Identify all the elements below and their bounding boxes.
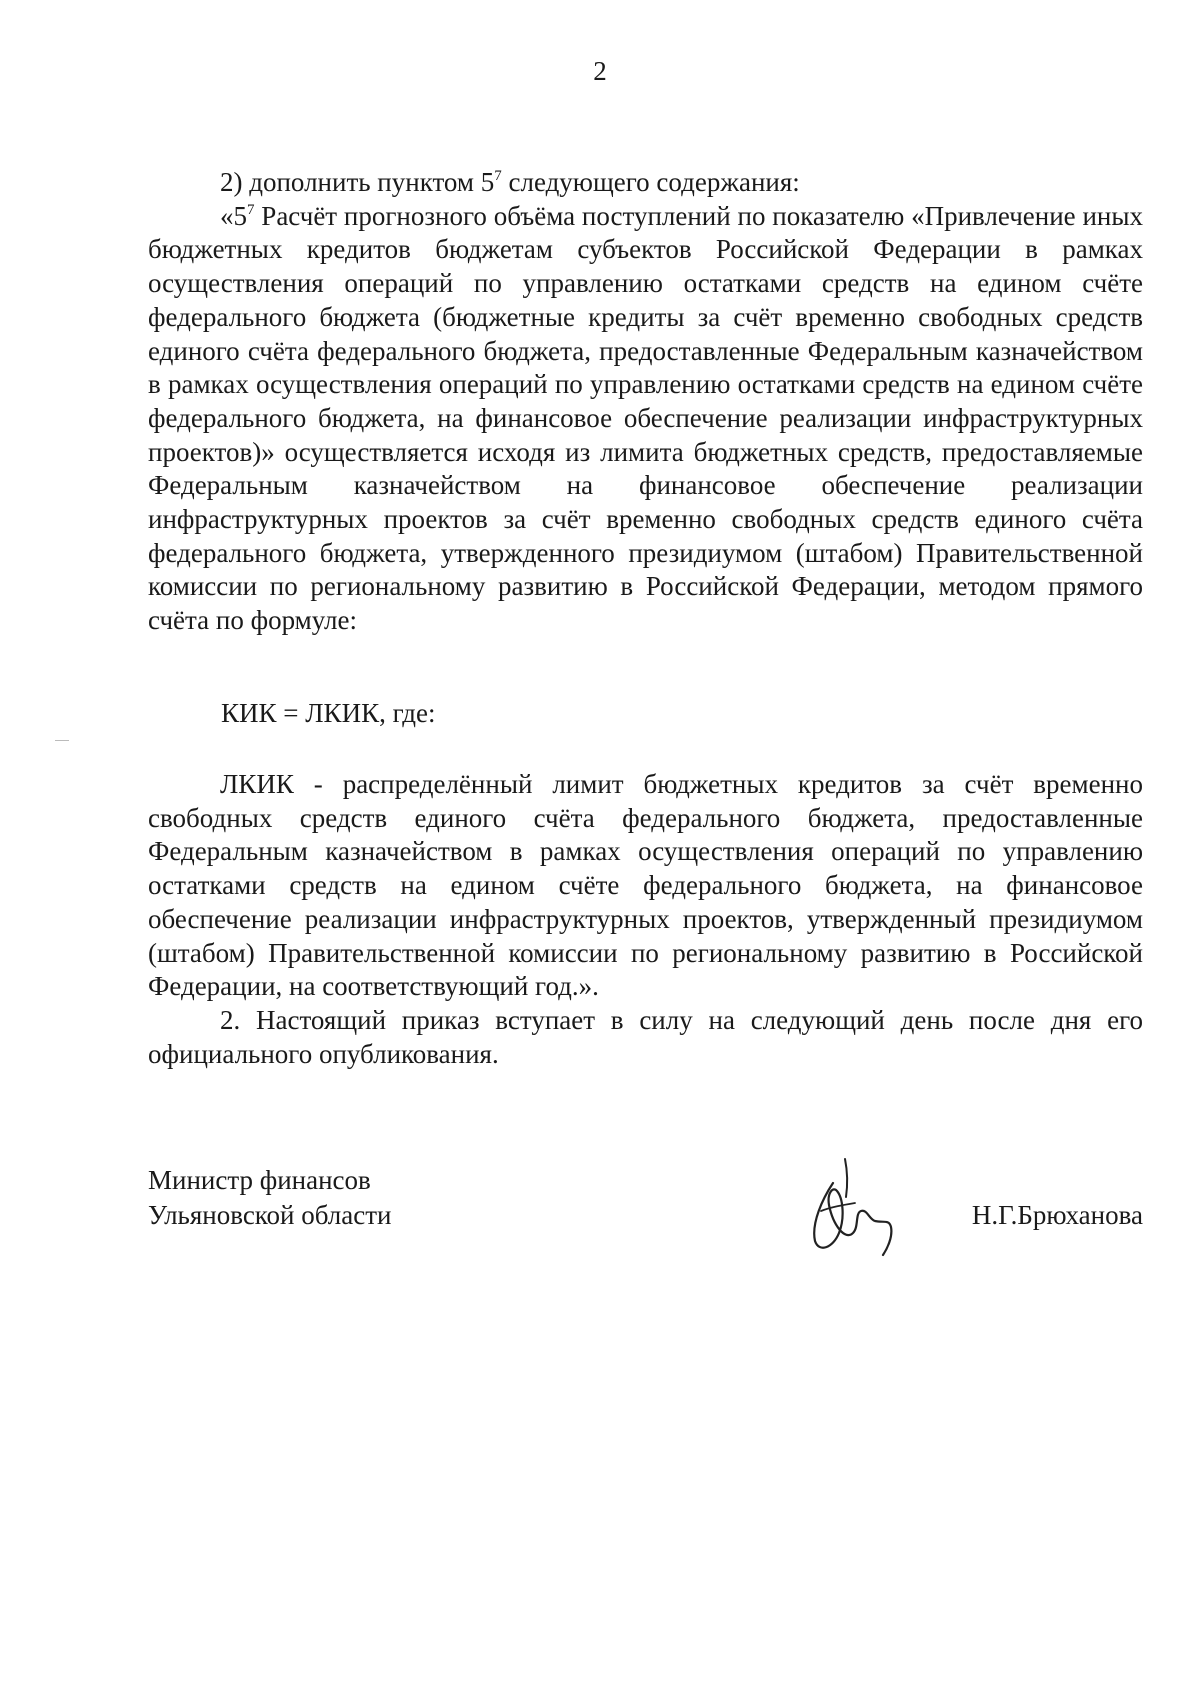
- amendment-block: [148, 166, 1143, 638]
- definition-paragraph: ЛКИК - распределённый лимит бюджетных кредитов за счёт временно свободных средств единого счёта федерального бюджета, предоставленные Федеральным казначейством в рамках осуществления операций по управлению остатками средств на едином счёте федерального бюджета, на финансовое обеспечение реализации инфраструктурных проектов, утвержденный президиумом (штабом) Правительственной комиссии по региональному развитию в Российской Федерации, на соответствующий год.».: [148, 769, 1143, 1002]
- formula-block: [148, 697, 1143, 731]
- item-intro-text: 2) дополнить пунктом 5: [220, 167, 495, 197]
- item-intro-tail: следующего содержания:: [501, 167, 800, 197]
- clause-open: «5: [220, 200, 247, 231]
- signatory-title-line-2: Ульяновской области: [148, 1200, 392, 1230]
- signatory-title: [148, 1163, 392, 1233]
- clause-superscript: 7: [247, 201, 255, 218]
- item-intro-paragraph: [148, 166, 1143, 200]
- margin-mark: [55, 740, 69, 741]
- handwritten-signature: [793, 1153, 913, 1263]
- item-intro-superscript: 7: [494, 168, 502, 184]
- formula: КИК = ЛКИК, где:: [221, 698, 436, 728]
- entry-into-force-paragraph: 2. Настоящий приказ вступает в силу на следующий день после дня его официального опубликования.: [148, 1004, 1143, 1069]
- signature-block: [148, 1163, 1143, 1273]
- clause-paragraph: [148, 200, 1143, 638]
- signatory-name: Н.Г.Брюханова: [971, 1200, 1143, 1230]
- signatory-title-line-1: Министр финансов: [148, 1165, 371, 1195]
- definition-block: [148, 768, 1143, 1071]
- clause-text: Расчёт прогнозного объёма поступлений по показателю «Привлечение иных бюджетных кредитов бюджетам субъектов Российской Федерации в рамках осуществления операций по управлению остатками средств на едином счёте федерального бюджета (бюджетные кредиты за счёт временно свободных средств единого счёта федерального бюджета, предоставленные Федеральным казначейством в рамках осуществления операций по управлению остатками средств на едином счёте федерального бюджета, на финансовое обеспечение реализации инфраструктурных проектов)» осуществляется исходя из лимита бюджетных средств, предоставляемые Федеральным казначейством на финансовое обеспечение реализации инфраструктурных проектов за счёт временно свободных средств единого счёта федерального бюджета, утвержденного президиумом (штабом) Правительственной комиссии по региональному развитию в Российской Федерации, методом прямого счёта по формуле:: [148, 200, 1143, 636]
- page-number: 2: [593, 56, 607, 86]
